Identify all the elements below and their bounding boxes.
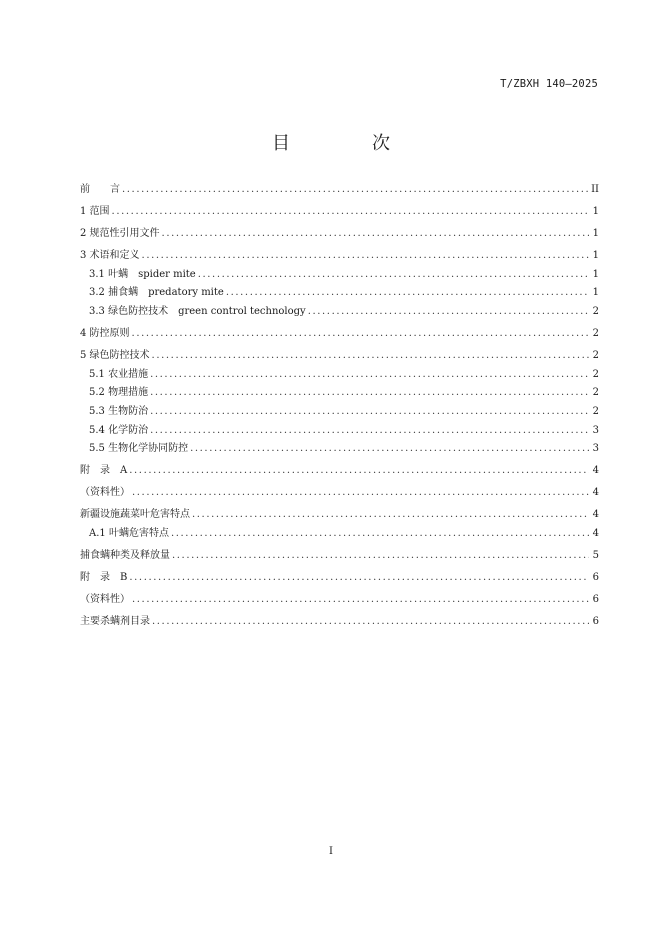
toc-entry-label: 附 录 A <box>80 465 128 477</box>
toc-entry-label: 5.2 物理措施 <box>89 387 149 399</box>
dot-leader <box>112 203 589 222</box>
toc-entry-label: 3.1 叶螨 spider mite <box>89 268 196 280</box>
toc-entry-biological-control[interactable] <box>80 403 599 422</box>
standard-code: T/ZBXH 140—2025 <box>500 78 598 90</box>
toc-entry-terms-definitions[interactable] <box>80 247 599 266</box>
toc-entry-page: 4 <box>592 528 599 540</box>
toc-entry-label: 附 录 B <box>80 572 128 584</box>
toc-entry-page: 2 <box>592 328 599 339</box>
dot-leader <box>132 484 589 503</box>
toc-entry-page: 3 <box>592 424 599 436</box>
page-number: I <box>329 846 333 857</box>
dot-leader <box>152 347 589 366</box>
table-of-contents <box>80 181 599 632</box>
toc-entry-label: 5 绿色防控技术 <box>80 349 150 361</box>
toc-entry-label: 主要杀螨剂目录 <box>80 616 150 627</box>
toc-entry-scope[interactable] <box>80 203 599 222</box>
toc-entry-label: 5.1 农业措施 <box>89 368 149 380</box>
toc-entry-page: 4 <box>592 465 599 477</box>
toc-entry-label: 3.3 绿色防控技术 green control technology <box>89 306 306 318</box>
dot-leader <box>162 225 589 244</box>
dot-leader <box>226 284 589 303</box>
toc-entry-page: 4 <box>592 509 599 521</box>
toc-entry-label: 捕食螨种类及释放量 <box>80 550 170 562</box>
toc-entry-label: （资料性） <box>80 487 130 499</box>
toc-entry-spider-mite[interactable] <box>80 266 599 285</box>
dot-leader <box>122 181 589 200</box>
toc-entry-foreword[interactable] <box>80 181 599 200</box>
toc-entry-predatory-mite[interactable] <box>80 284 599 303</box>
toc-entry-page: 1 <box>592 287 599 299</box>
toc-entry-mite-damage[interactable] <box>80 525 599 544</box>
toc-entry-label: 前 言 <box>80 184 120 195</box>
toc-entry-page: 2 <box>592 368 599 380</box>
toc-entry-label: 1 范围 <box>80 205 110 217</box>
toc-entry-page: 2 <box>592 306 599 318</box>
toc-entry-label: 5.3 生物防治 <box>89 406 149 418</box>
toc-entry-appendix-a[interactable] <box>80 462 599 481</box>
dot-leader <box>132 325 589 344</box>
dot-leader <box>308 303 589 322</box>
dot-leader <box>152 613 589 632</box>
toc-entry-label: A.1 叶螨危害特点 <box>89 528 169 540</box>
toc-entry-page: 2 <box>592 349 599 361</box>
toc-entry-acaricide-list[interactable] <box>80 613 599 632</box>
toc-entry-normative-references[interactable] <box>80 225 599 244</box>
toc-entry-predatory-mite-release[interactable] <box>80 547 599 566</box>
toc-entry-page: 1 <box>592 227 599 239</box>
toc-entry-label: （资料性） <box>80 594 130 606</box>
dot-leader <box>150 422 589 441</box>
toc-entry-label: 4 防控原则 <box>80 328 130 339</box>
toc-entry-chemical-control[interactable] <box>80 422 599 441</box>
toc-entry-appendix-a-title[interactable] <box>80 506 599 525</box>
dot-leader <box>192 506 589 525</box>
dot-leader <box>172 547 589 566</box>
toc-entry-agricultural-measures[interactable] <box>80 366 599 385</box>
toc-entry-label: 3 术语和定义 <box>80 249 140 261</box>
dot-leader <box>150 366 589 385</box>
toc-entry-page: 2 <box>592 387 599 399</box>
toc-entry-appendix-a-informative[interactable] <box>80 484 599 503</box>
dot-leader <box>198 266 589 285</box>
dot-leader <box>190 440 589 459</box>
toc-entry-label: 新疆设施蔬菜叶危害特点 <box>80 509 190 521</box>
toc-entry-integrated-control[interactable] <box>80 440 599 459</box>
dot-leader <box>142 247 589 266</box>
toc-entry-label: 5.4 化学防治 <box>89 424 149 436</box>
dot-leader <box>129 462 589 481</box>
dot-leader <box>150 384 589 403</box>
toc-entry-page: 1 <box>592 249 599 261</box>
toc-entry-page: 6 <box>592 594 599 606</box>
toc-entry-appendix-b[interactable] <box>80 569 599 588</box>
toc-entry-appendix-b-informative[interactable] <box>80 591 599 610</box>
toc-entry-page: 6 <box>592 616 599 627</box>
toc-entry-page: 1 <box>592 268 599 280</box>
toc-entry-label: 3.2 捕食螨 predatory mite <box>89 287 224 299</box>
toc-entry-page: 2 <box>592 406 599 418</box>
toc-entry-green-control-techniques[interactable] <box>80 347 599 366</box>
toc-entry-page: 6 <box>592 572 599 584</box>
dot-leader <box>171 525 589 544</box>
toc-entry-page: 5 <box>592 550 599 562</box>
page-title: 目 次 <box>272 133 422 154</box>
dot-leader <box>150 403 589 422</box>
toc-entry-green-control-technology[interactable] <box>80 303 599 322</box>
toc-entry-physical-measures[interactable] <box>80 384 599 403</box>
toc-entry-page: 4 <box>592 487 599 499</box>
toc-entry-label: 5.5 生物化学协同防控 <box>89 443 189 455</box>
toc-entry-control-principles[interactable] <box>80 325 599 344</box>
dot-leader <box>132 591 589 610</box>
toc-entry-label: 2 规范性引用文件 <box>80 227 160 239</box>
dot-leader <box>129 569 589 588</box>
toc-entry-page: II <box>591 184 599 195</box>
toc-entry-page: 3 <box>592 443 599 455</box>
toc-entry-page: 1 <box>592 205 599 217</box>
